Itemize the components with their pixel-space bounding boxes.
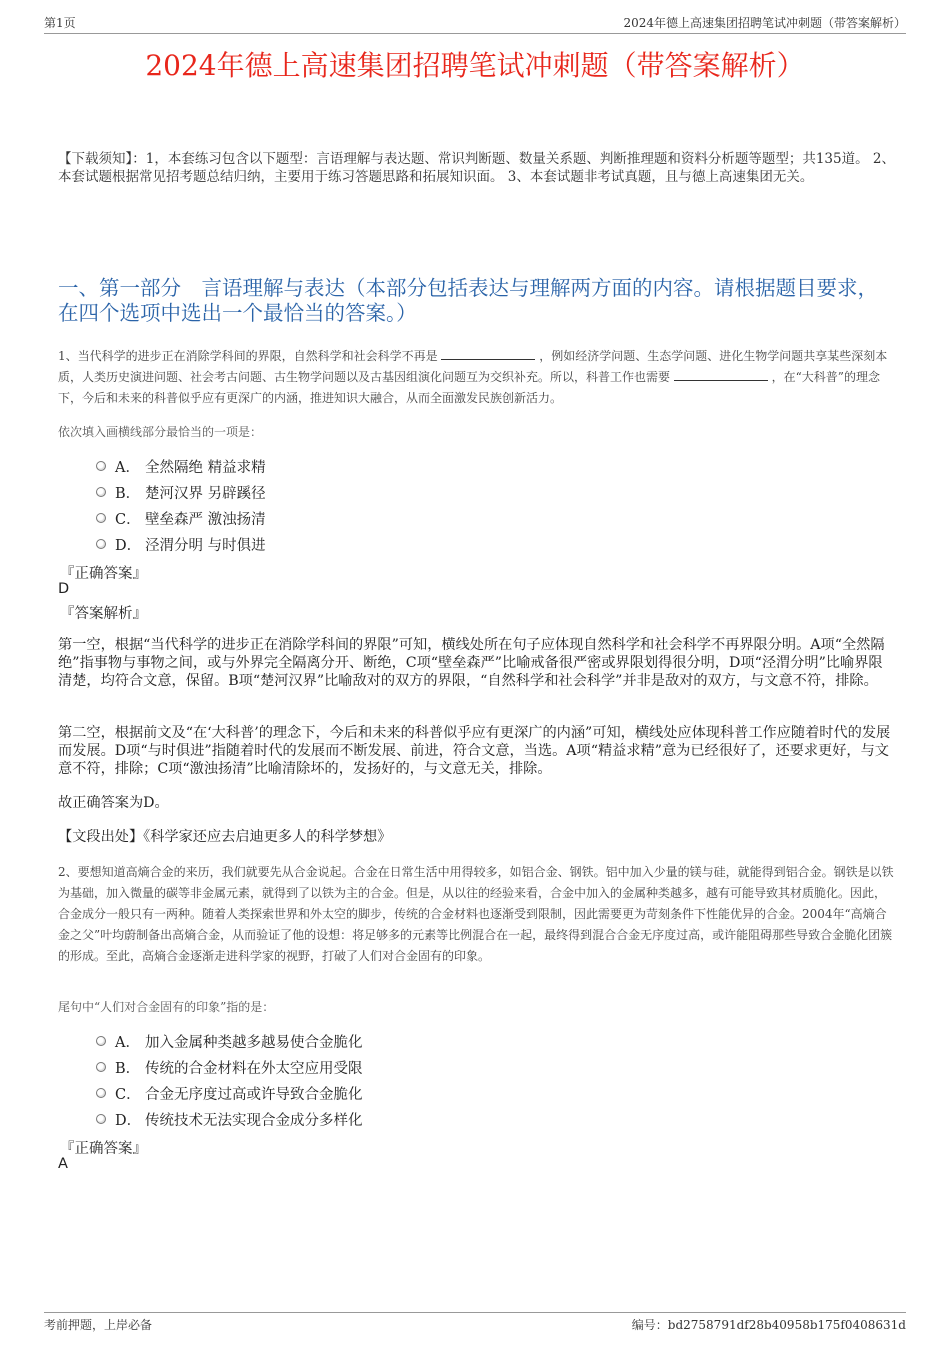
option-b[interactable]: B． 传统的合金材料在外太空应用受限 xyxy=(96,1054,363,1080)
page-footer xyxy=(44,1312,906,1332)
question-1-text: 1、当代科学的进步正在消除学科间的界限，自然科学和社会科学不再是 ，例如经济学问题、生态学问题、进化生物学问题共享某些深刻本质，人类历史演进问题、社会考古问题、古生物学问题以及古基因组演化问题互为交织补充。所以，科普工作也需要 ，在“大科普”的理念下，今后和未来的科普似乎应有更深广的内涵，推进知识大融合，从而全面激发民族创新活力。 xyxy=(58,349,888,405)
option-c[interactable]: C． 合金无序度过高或许导致合金脆化 xyxy=(96,1080,363,1106)
source-citation: 【文段出处】《科学家还应去启迪更多人的科学梦想》 xyxy=(58,829,392,845)
correct-answer-label: 『正确答案』 xyxy=(60,1141,147,1157)
download-notice: 【下载须知】：1，本套练习包含以下题型：言语理解与表达题、常识判断题、数量关系题、判断推理题和资料分析题等题型；共135道。 2、本套试题根据常见招考题总结归纳，主要用于练习答题思路和拓展知识面。 3、本套试题非考试真题，且与德上高速集团无关。 xyxy=(58,151,895,185)
question-2-options xyxy=(96,1028,363,1132)
correct-answer: A xyxy=(58,1156,68,1172)
option-b[interactable]: B． 楚河汉界 另辟蹊径 xyxy=(96,479,266,505)
page-header xyxy=(44,14,906,34)
header-doc-title: 2024年德上高速集团招聘笔试冲刺题（带答案解析） xyxy=(623,16,906,30)
section-heading: 一、第一部分 言语理解与表达（本部分包括表达与理解两方面的内容。请根据题目要求，在四个选项中选出一个最恰当的答案。） xyxy=(58,276,878,325)
correct-answer: D xyxy=(58,581,70,597)
question-2-prompt: 尾句中“人们对合金固有的印象”指的是： xyxy=(58,1000,275,1014)
option-a[interactable]: A． 加入金属种类越多越易使合金脆化 xyxy=(96,1028,363,1054)
radio-icon[interactable] xyxy=(96,1114,106,1124)
option-a[interactable]: A． 全然隔绝 精益求精 xyxy=(96,453,266,479)
question-2-text: 2、要想知道高熵合金的来历，我们就要先从合金说起。合金在日常生活中用得较多，如铝合金、钢铁。铝中加入少量的镁与硅，就能得到铝合金。钢铁是以铁为基础，加入微量的碳等非金属元素，就得到了以铁为主的合金。但是，从以往的经验来看，合金中加入的金属种类越多，越有可能导致其材质脆化。因此，合金成分一般只有一两种。随着人类探索世界和外太空的脚步，传统的合金材料也逐渐受到限制，因此需要更为苛刻条件下性能优异的合金。2004年“高熵合金之父”叶均蔚制备出高熵合金，从而验证了他的设想：将足够多的元素等比例混合在一起，最终得到混合合金无序度过高，或许能阻碍那些导致合金脆化团簇的形成。至此，高熵合金逐渐走进科学家的视野，打破了人们对合金固有的印象。 xyxy=(58,865,894,963)
radio-icon[interactable] xyxy=(96,461,106,471)
fill-blank-1 xyxy=(441,347,535,360)
footer-slogan: 考前押题，上岸必备 xyxy=(44,1318,153,1332)
analysis-paragraph-2: 第二空，根据前文及“在‘大科普’的理念下，今后和未来的科普似乎应有更深广的内涵”可知，横线处应体现科普工作应随着时代的发展而发展。D项“与时俱进”指随着时代的发展而不断发展、前进，符合文意，当选。A项“精益求精”意为已经很好了，还要求更好，与文意不符，排除；C项“激浊扬清”比喻清除坏的，发扬好的，与文意无关，排除。 xyxy=(58,725,891,778)
question-1-prompt: 依次填入画横线部分最恰当的一项是： xyxy=(58,425,263,439)
correct-answer-label: 『正确答案』 xyxy=(60,566,147,582)
analysis-label: 『答案解析』 xyxy=(60,606,147,622)
radio-icon[interactable] xyxy=(96,513,106,523)
fill-blank-2 xyxy=(674,368,768,381)
document-id: 编号：bd2758791df28b40958b175f0408631d xyxy=(631,1318,906,1332)
option-d[interactable]: D． 传统技术无法实现合金成分多样化 xyxy=(96,1106,363,1132)
radio-icon[interactable] xyxy=(96,1088,106,1098)
option-c[interactable]: C． 壁垒森严 激浊扬清 xyxy=(96,505,266,531)
page-number: 第1页 xyxy=(44,16,76,30)
option-d[interactable]: D． 泾渭分明 与时俱进 xyxy=(96,531,266,557)
radio-icon[interactable] xyxy=(96,1062,106,1072)
radio-icon[interactable] xyxy=(96,539,106,549)
analysis-conclusion: 故正确答案为D。 xyxy=(58,795,169,811)
radio-icon[interactable] xyxy=(96,1036,106,1046)
question-1-options xyxy=(96,453,266,557)
analysis-paragraph-1: 第一空，根据“当代科学的进步正在消除学科间的界限”可知，横线处所在句子应体现自然科学和社会科学不再界限分明。A项“全然隔绝”指事物与事物之间，或与外界完全隔离分开、断绝，C项“壁垒森严”比喻戒备很严密或界限划得很分明，D项“泾渭分明”比喻界限清楚，均符合文意，保留。B项“楚河汉界”比喻敌对的双方的界限，“自然科学和社会科学”并非是敌对的双方，与文意不符，排除。 xyxy=(58,637,885,690)
document-title: 2024年德上高速集团招聘笔试冲刺题（带答案解析） xyxy=(145,49,805,82)
radio-icon[interactable] xyxy=(96,487,106,497)
